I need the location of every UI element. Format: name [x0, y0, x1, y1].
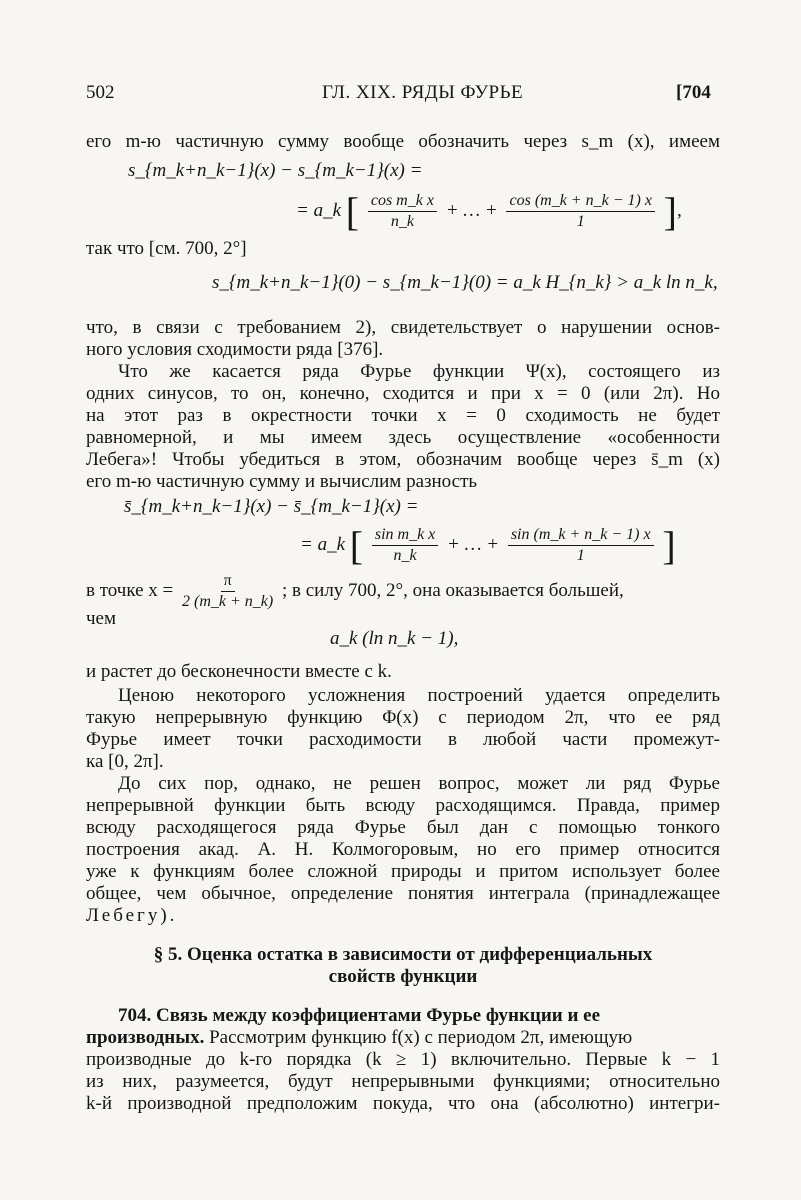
- fraction: [508, 526, 654, 565]
- text-line: Что же касается ряда Фурье функции Ψ(x), состоящего из: [118, 361, 720, 382]
- eq-coef: = a_k: [300, 533, 346, 555]
- page-number: 502: [86, 82, 115, 103]
- fraction-num: sin m_k x: [372, 526, 438, 546]
- fraction: [368, 192, 437, 231]
- text-line: общее, чем обычное, определение понятия интеграла (принадлежащее: [86, 883, 720, 904]
- equation-lhs: s̄_{m_k+n_k−1}(x) − s̄_{m_k−1}(x) =: [124, 496, 419, 517]
- eq-dots: + … +: [445, 199, 498, 221]
- text-run: Рассмотрим функцию f(x) с периодом 2π, имеющую: [209, 1027, 633, 1048]
- text-line: Лебегу).: [86, 905, 178, 926]
- text-line: k-й производной предположим покуда, что она (абсолютно) интегри-: [86, 1093, 720, 1114]
- text-line: его m-ю частичную сумму и вычислим разность: [86, 471, 478, 492]
- fraction: [372, 526, 438, 565]
- subsection-title: производных.: [86, 1027, 205, 1048]
- fraction-num: cos m_k x: [368, 192, 437, 212]
- equation-lhs: s_{m_k+n_k−1}(x) − s_{m_k−1}(x) =: [128, 160, 423, 181]
- text-line: так что [см. 700, 2°]: [86, 238, 247, 259]
- section-title: свойств функции: [328, 966, 478, 987]
- text-line: построения акад. А. Н. Колмогоровым, но его пример относится: [86, 839, 720, 860]
- text-line: что, в связи с требованием 2), свидетельствует о нарушении основ-: [86, 317, 720, 338]
- fraction-den: 2 (m_k + n_k): [182, 593, 274, 610]
- fraction: [506, 192, 654, 231]
- bracket-open: [: [349, 523, 364, 568]
- text-line: уже к функциям более сложной природы и притом использует более: [86, 861, 720, 882]
- fraction-num: π: [221, 572, 235, 592]
- text-line: [86, 572, 624, 611]
- subsection-title: 704. Связь между коэффициентами Фурье функции и ее: [118, 1005, 601, 1026]
- equation-rhs: [300, 522, 676, 569]
- fraction-num: cos (m_k + n_k − 1) x: [506, 192, 654, 212]
- text-line: До сих пор, однако, не решен вопрос, может ли ряд Фурье: [118, 773, 720, 794]
- text-line: всюду расходящегося ряда Фурье был дан с помощью тонкого: [86, 817, 720, 838]
- text-line: такую непрерывную функцию Φ(x) с периодом 2π, что ее ряд: [86, 707, 720, 728]
- text-line: его m-ю частичную сумму вообще обозначить через s_m (x), имеем: [86, 131, 720, 152]
- text-line: [86, 1027, 720, 1049]
- fraction-num: sin (m_k + n_k − 1) x: [508, 526, 654, 546]
- fraction-den: 1: [576, 213, 585, 230]
- running-header: ГЛ. XIX. РЯДЫ ФУРЬЕ: [322, 82, 524, 103]
- text-line: из них, разумеется, будут непрерывными функциями; относительно: [86, 1071, 720, 1092]
- fraction: [182, 572, 273, 611]
- text-line: ка [0, 2π].: [86, 751, 164, 772]
- text-line: одних синусов, то он, конечно, сходится и при x = 0 (или 2π). Но: [86, 383, 720, 404]
- eq-coef: = a_k: [296, 199, 342, 221]
- section-ref: [704: [676, 82, 711, 103]
- text-line: непрерывной функции быть всюду расходящимся. Правда, пример: [86, 795, 720, 816]
- text-line: на этот раз в окрестности точки x = 0 сходимость не будет: [86, 405, 720, 426]
- text-line: ного условия сходимости ряда [376].: [86, 339, 384, 360]
- bracket-close: ]: [663, 189, 677, 234]
- text-run: ; в силу 700, 2°, она оказывается большей,: [281, 579, 624, 601]
- text-line: Фурье имеет точки расходимости в любой части промежут-: [86, 729, 720, 750]
- text-run: в точке x =: [86, 579, 174, 601]
- bracket-open: [: [345, 189, 360, 234]
- text-line: производные до k-го порядка (k ≥ 1) включительно. Первые k − 1: [86, 1049, 720, 1070]
- text-line: равномерной, и мы имеем здесь осуществление «особенности: [86, 427, 720, 448]
- fraction-den: 1: [576, 547, 585, 564]
- text-line: чем: [86, 608, 117, 629]
- text-line: и растет до бесконечности вместе с k.: [86, 661, 392, 682]
- equation-rhs: = a_k [ $\frac{\text{cos m\_k x}}{n\_k}$ + … + $\frac{\cos (m\_k + n\_k - 1) x}{1}$ ],: [296, 189, 682, 234]
- fraction-den: n_k: [390, 213, 414, 230]
- fraction-den: n_k: [393, 547, 417, 564]
- bracket-close: ]: [662, 523, 676, 568]
- equation: a_k (ln n_k − 1),: [330, 628, 459, 649]
- text-line: Лебега»! Чтобы убедиться в этом, обозначим вообще через s̄_m (x): [86, 449, 720, 470]
- text-line: Ценою некоторого усложнения построений удается определить: [118, 685, 720, 706]
- section-title: § 5. Оценка остатка в зависимости от дифференциальных: [153, 944, 653, 965]
- equation: s_{m_k+n_k−1}(0) − s_{m_k−1}(0) = a_k H_{n_k} > a_k ln n_k,: [212, 272, 718, 293]
- eq-dots: + … +: [447, 533, 500, 555]
